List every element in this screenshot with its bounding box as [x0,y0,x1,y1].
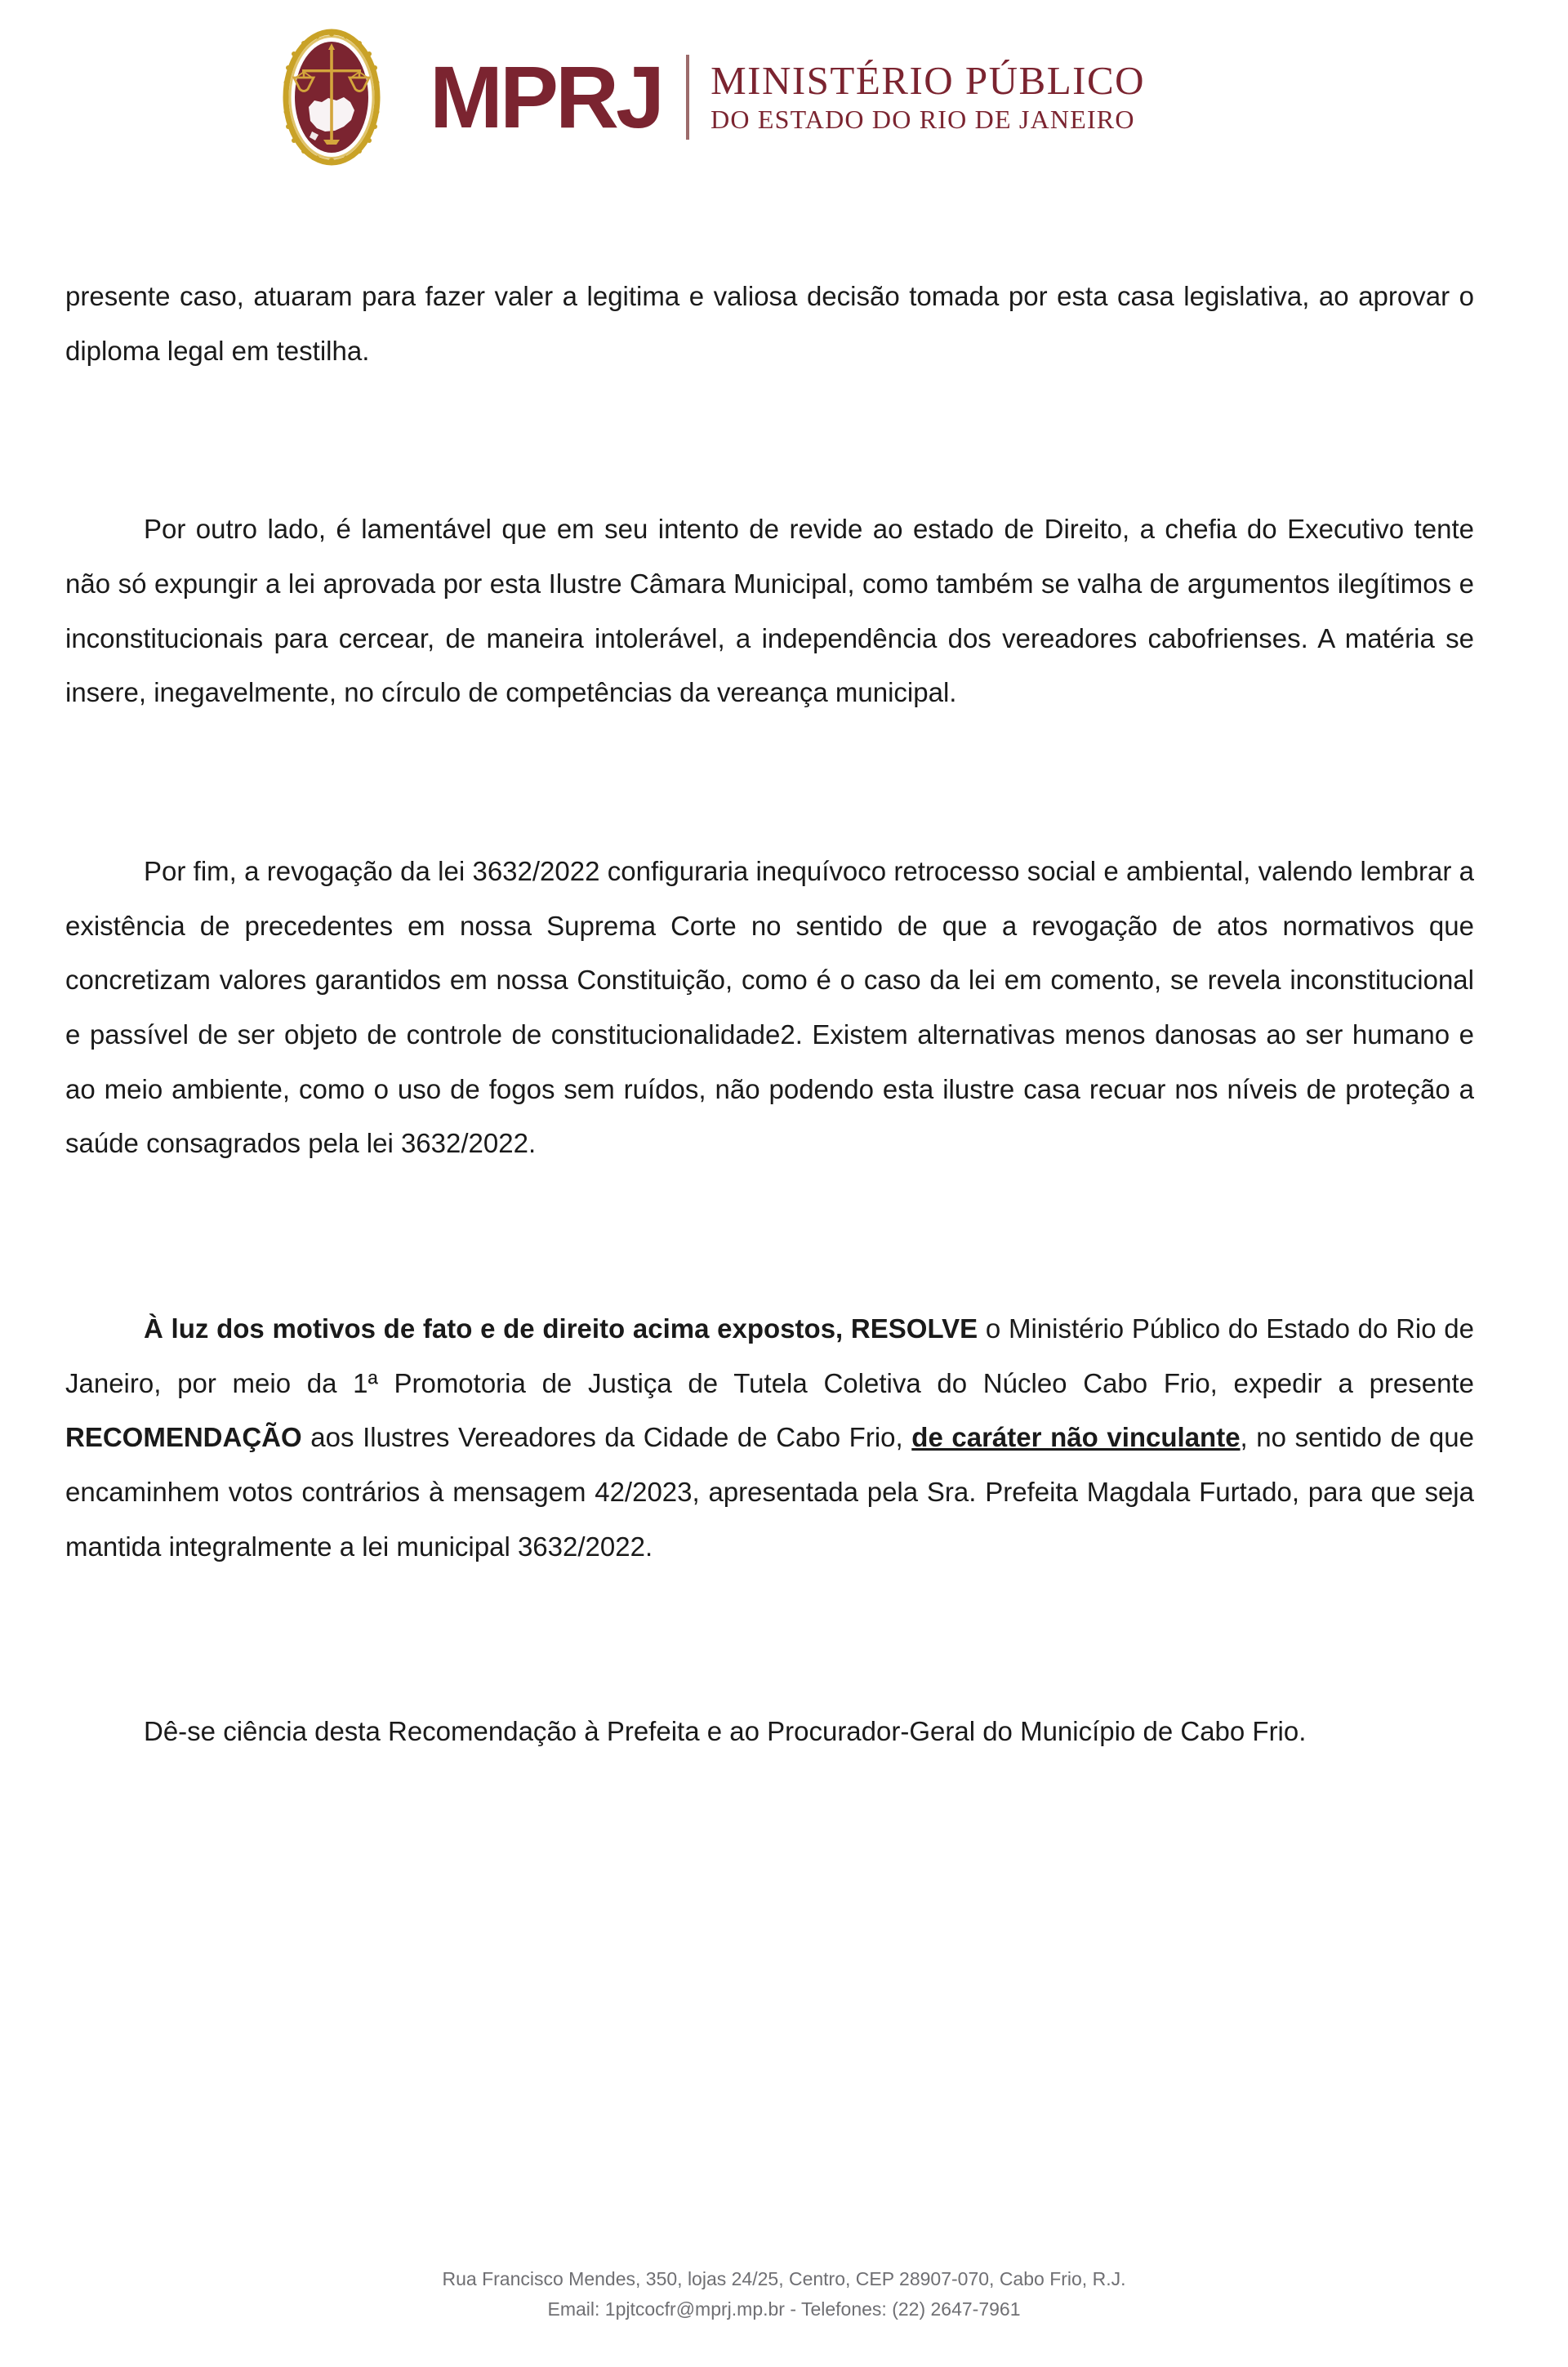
logo-divider [686,55,689,140]
document-body [0,270,1568,1759]
paragraph-spacer [65,1574,1474,1705]
paragraph-spacer [65,378,1474,502]
paragraph-executive-critique: Por outro lado, é lamentável que em seu intento de revide ao estado de Direito, a chefia do Executivo tente não só expungir a lei aprovada por esta Ilustre Câmara Municipal, como também se valha de argumentos ilegítimos e inconstitucionais para cercear, de maneira intolerável, a independência dos vereadores cabofrienses. A matéria se insere, inegavelmente, no círculo de competências da vereança municipal. [65,514,1474,708]
paragraph-spacer [65,720,1474,845]
resolution-segment-3: , no sentido de que encaminhem votos contrários à mensagem 42/2023, apresentada pela Sra. Prefeita Magdala Furtado, para que seja mantida integralmente a lei municipal 3632/2022. [65,1422,1474,1562]
paragraph-resolution [65,1302,1474,1574]
footer-address: Rua Francisco Mendes, 350, lojas 24/25, Centro, CEP 28907-070, Cabo Frio, R.J. [442,2267,1126,2289]
document-footer [0,2264,1568,2325]
recomendacao-bold: RECOMENDAÇÃO [65,1422,302,1453]
paragraph-retrocesso: Por fim, a revogação da lei 3632/2022 configuraria inequívoco retrocesso social e ambiental, valendo lembrar a existência de precedentes em nossa Suprema Corte no sentido de que a revogação de atos normativos que concretizam valores garantidos em nossa Constituição, como é o caso da lei em comento, se revela inconstitucional e passível de ser objeto de controle de constitucionalidade2. Existem alternativas menos danosas ao ser humano e ao meio ambiente, como o uso de fogos sem ruídos, não podendo esta ilustre casa recuar nos níveis de proteção a saúde consagrados pela lei 3632/2022. [65,855,1474,1159]
paragraph-ciencia: Dê-se ciência desta Recomendação à Prefeita e ao Procurador-Geral do Município de Cabo Frio. [144,1716,1307,1747]
resolve-bold-lead: À luz dos motivos de fato e de direito acima expostos, RESOLVE [144,1313,978,1344]
paragraph-spacer [65,1171,1474,1302]
paragraph-continuation: presente caso, atuaram para fazer valer a legitima e valiosa decisão tomada por esta casa legislativa, ao aprovar o diploma legal em testilha. [65,281,1474,366]
mprj-coat-of-arms-icon [263,29,400,166]
mprj-wordmark [430,47,1146,146]
nao-vinculante-bold-underline: de caráter não vinculante [911,1422,1241,1453]
resolution-segment-2: aos Ilustres Vereadores da Cidade de Cabo Frio, [301,1422,912,1453]
document-header [0,0,1568,163]
institution-name-line1: MINISTÉRIO PÚBLICO [710,57,1146,103]
resolution-segment-1: o Ministério Público do Estado do Rio de Janeiro, por meio da 1ª Promotoria de Justiça de Tutela Coletiva do Núcleo Cabo Frio, expedir a presente [65,1313,1474,1398]
institution-name-line2: DO ESTADO DO RIO DE JANEIRO [710,105,1135,135]
mprj-logo-text: MPRJ [430,47,662,146]
footer-contact: Email: 1pjtcocfr@mprj.mp.br - Telefones: (22) 2647-7961 [547,2298,1021,2320]
